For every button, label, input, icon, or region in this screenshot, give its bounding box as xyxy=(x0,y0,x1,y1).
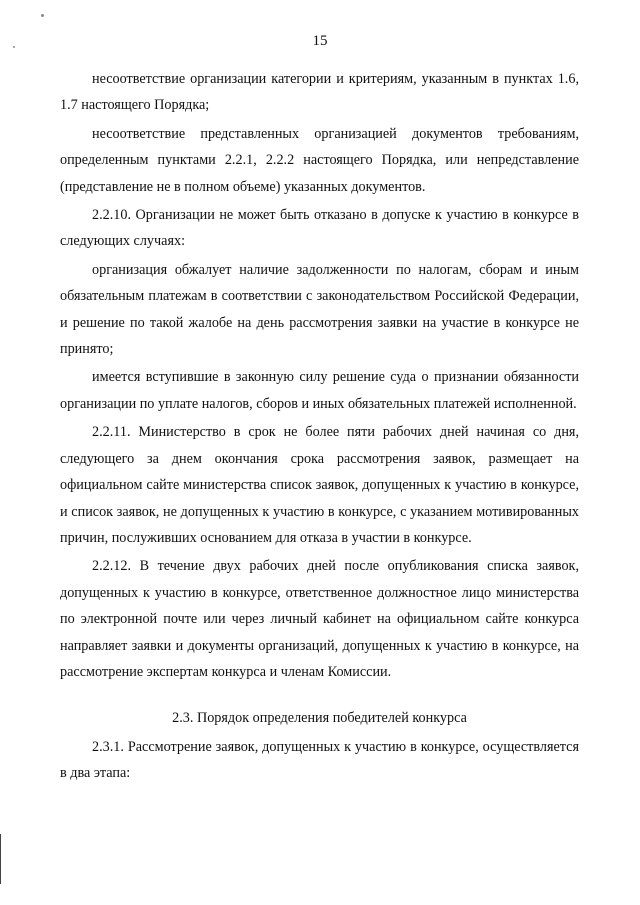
page-number: 15 xyxy=(312,33,328,49)
paragraph: организация обжалует наличие задолженности по налогам, сборам и иным обязательным платежам в соответствии с законодательством Российской Федерации, и решение по такой жалобе на день рассмотрения заявки на участие в конкурсе не принято; xyxy=(60,261,579,358)
paragraph: 2.2.10. Организации не может быть отказано в допуске к участию в конкурсе в следующих случаях: xyxy=(60,207,579,250)
paragraph: несоответствие организации категории и критериям, указанным в пунктах 1.6, 1.7 настоящего Порядка; xyxy=(60,71,579,114)
paragraph: 2.2.11. Министерство в срок не более пяти рабочих дней начиная со дня, следующего за днем окончания срока рассмотрения заявок, размещает на официальном сайте министерства список заявок, допущенных к участию в конкурсе, и список заявок, не допущенных к участию в конкурсе, с указанием мотивированных причин, послуживших основанием для отказа в участии в конкурсе. xyxy=(60,424,579,546)
scan-edge-line xyxy=(0,834,1,884)
section-heading: 2.3. Порядок определения победителей конкурса xyxy=(172,710,467,727)
paragraph: несоответствие представленных организацией документов требованиям, определенным пунктами 2.2.1, 2.2.2 настоящего Порядка, или непредставление (представление не в полном объеме) указанных документов. xyxy=(60,125,579,195)
paragraph: имеется вступившие в законную силу решение суда о признании обязанности организации по уплате налогов, сборов и иных обязательных платежей исполненной. xyxy=(60,369,579,412)
paragraph: 2.3.1. Рассмотрение заявок, допущенных к участию в конкурсе, осуществляется в два этапа: xyxy=(60,738,579,782)
scan-speck xyxy=(41,14,44,17)
document-body xyxy=(60,66,579,787)
paragraph: 2.2.12. В течение двух рабочих дней после опубликования списка заявок, допущенных к участию в конкурсе, ответственное должностное лицо министерства по электронной почте или через личный кабинет на официальном сайте конкурса направляет заявки и документы организаций, допущенных к участию в конкурсе, на рассмотрение экспертам конкурса и членам Комиссии. xyxy=(60,558,579,680)
